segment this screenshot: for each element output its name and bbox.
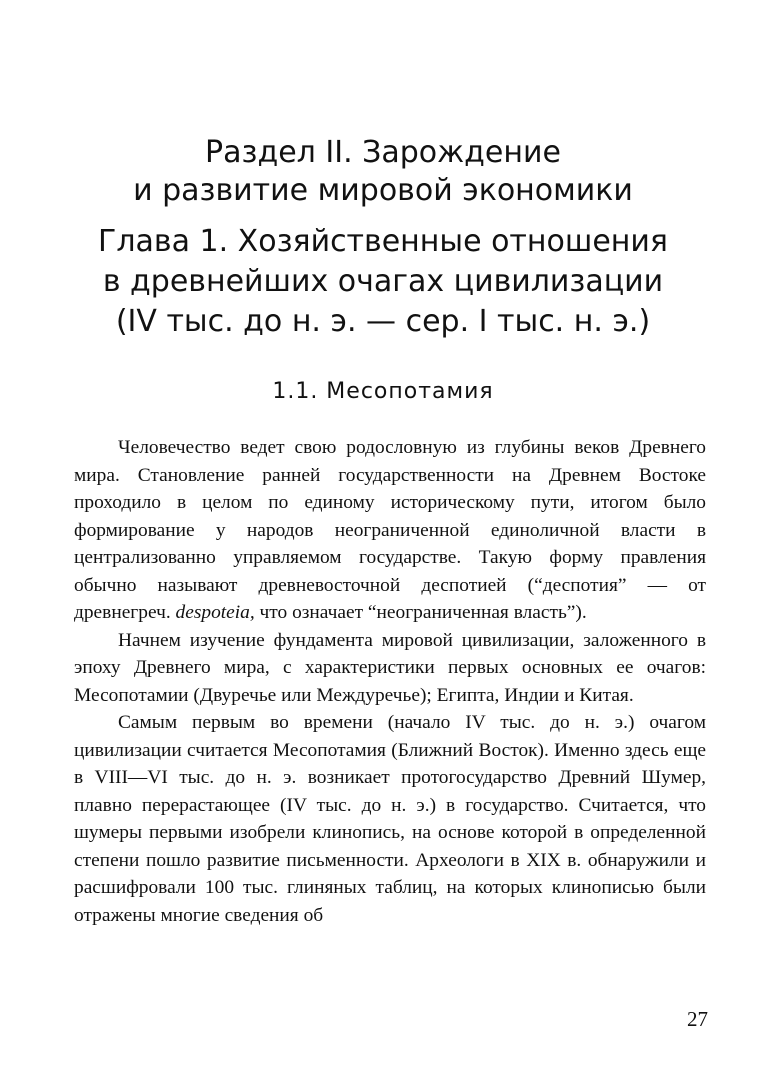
paragraph-1-text: Человечество ведет свою родословную из глубины веков Древнего мира. Становление ранней государственности на Древнем Востоке проходило в целом по единому историческому пути, итогом было формирование у народов неограниченной единоличной власти в централизованно управляемом государстве. Такую форму правления обычно называют древневосточной деспотией (“деспотия” — от древнегреч. — [74, 437, 706, 623]
section-title-line-2: и развитие мировой экономики — [133, 173, 633, 208]
paragraph-1-text-end: что означает “неограниченная власть”). — [254, 602, 587, 623]
paragraph-1 — [74, 434, 706, 627]
section-title-line-1: Раздел II. Зарождение — [205, 135, 561, 170]
subsection-title: 1.1. Месопотамия — [272, 379, 494, 404]
chapter-title-line-3: (IV тыс. до н. э. — сер. I тыс. н. э.) — [115, 304, 651, 339]
section-title — [0, 134, 766, 210]
chapter-title-line-1: Глава 1. Хозяйственные отношения — [98, 224, 668, 259]
paragraph-3: Самым первым во времени (начало IV тыс. до н. э.) очагом цивилизации считается Месопотамия (Ближний Восток). Именно здесь еще в VIII—VI тыс. до н. э. возникает протогосударство Древний Шумер, плавно перерастающее (IV тыс. до н. э.) в государство. Считается, что шумеры первыми изобрели клинопись, на основе которой в определенной степени пошло развитие письменности. Археологи в XIX в. обнаружили и расшифровали 100 тыс. глиняных таблиц, на которых клинописью были отражены многие сведения об — [74, 712, 706, 926]
paragraph-2: Начнем изучение фундамента мировой цивилизации, заложенного в эпоху Древнего мира, с характеристики первых основных ее очагов: Месопотамии (Двуречье или Междуречье); Египта, Индии и Китая. — [74, 629, 706, 706]
paragraph-1-italic-term: despoteia, — [175, 602, 255, 623]
page-number: 27 — [687, 1007, 708, 1031]
chapter-title-line-2: в древнейших очагах цивилизации — [102, 264, 664, 299]
body-text — [74, 434, 706, 929]
chapter-title — [0, 222, 766, 342]
